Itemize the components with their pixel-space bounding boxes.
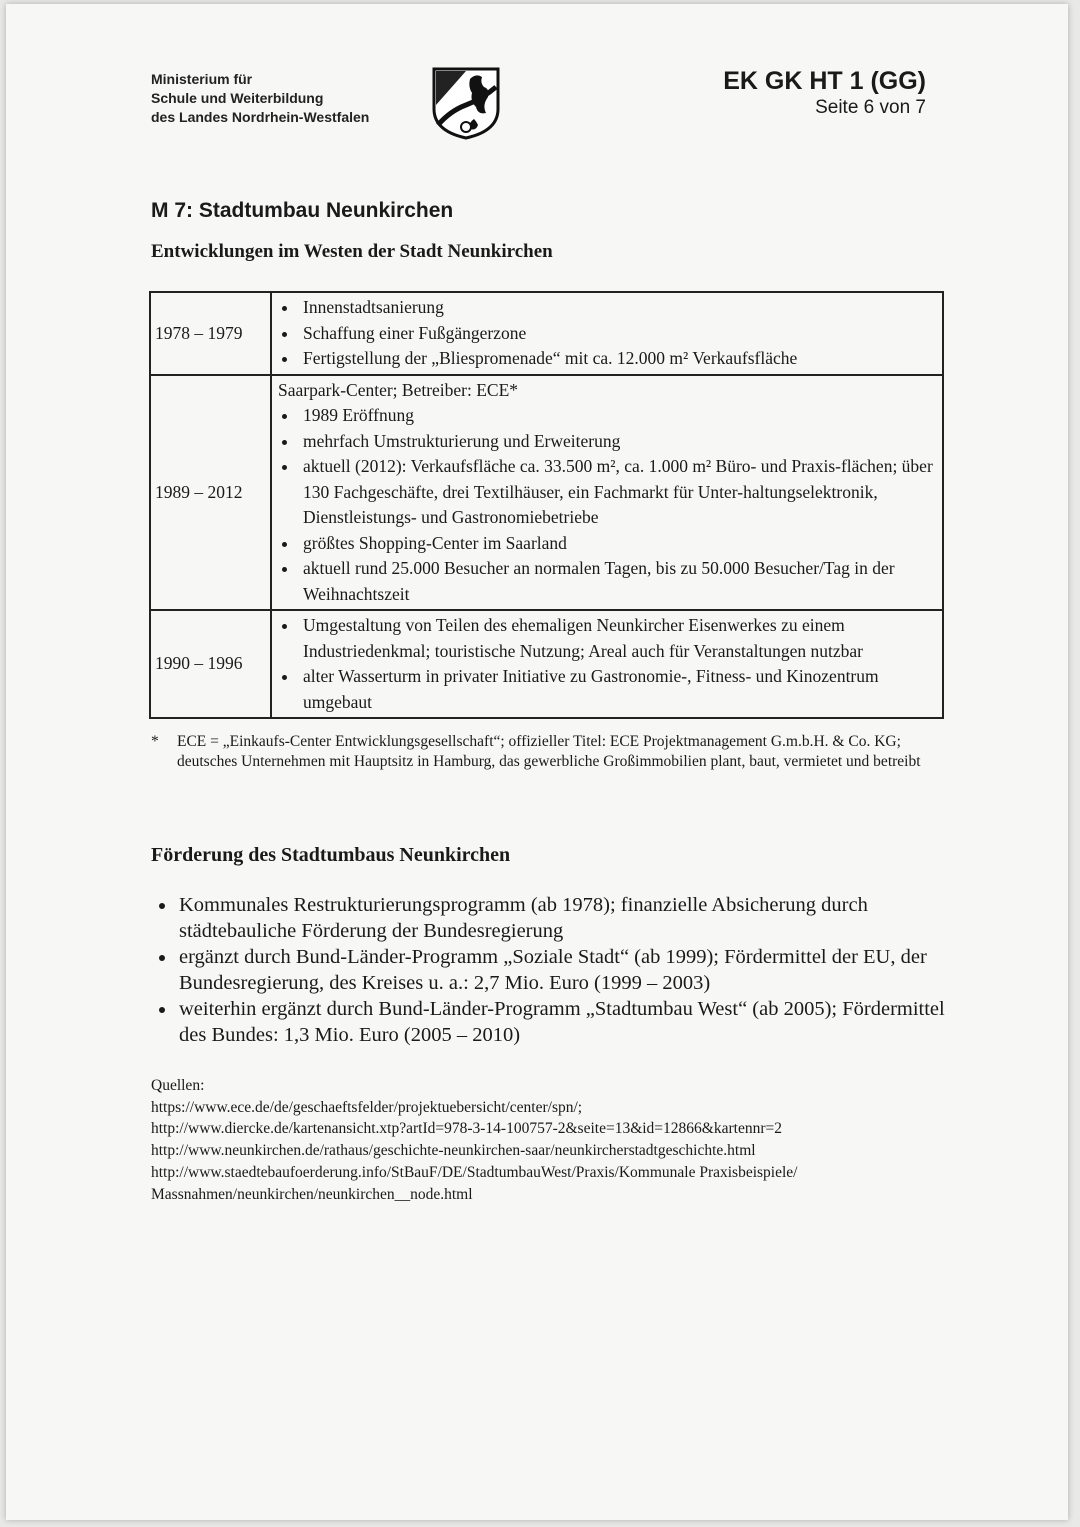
exam-header [723,66,926,120]
document-page [6,4,1068,1520]
source-line: http://www.staedtebaufoerderung.info/StBauF/DE/StadtumbauWest/Praxis/Kommunale Praxisbeispiele/ [151,1163,798,1181]
list-item: • größtes Shopping-Center im Saarland [299,531,936,557]
sources-label: Quellen: [151,1077,205,1094]
footnote-marker: * [151,733,159,750]
sources [151,1075,921,1205]
row-intro: Saarpark-Center; Betreiber: ECE* [278,379,519,400]
period-cell: 1989 – 2012 [150,375,271,611]
ministry-line: Schule und Weiterbildung [151,90,324,106]
description-cell [271,292,943,375]
description-cell [271,375,943,611]
list-item: • ergänzt durch Bund-Länder-Programm „Soziale Stadt“ (ab 1999); Fördermittel der EU, der Bundesregierung, des Kreises u. a.: 2,7 Mio. Euro (1999 – 2003) [177,944,952,996]
page-number: Seite 6 von 7 [815,97,926,118]
table-row [150,292,943,375]
table-row [150,610,943,718]
list-item: • Innenstadtsanierung [299,295,936,321]
source-line: Massnahmen/neunkirchen/neunkirchen__node.html [151,1185,473,1203]
list-item: • aktuell (2012): Verkaufsfläche ca. 33.500 m², ca. 1.000 m² Büro- und Praxis-flächen; über 130 Fachgeschäfte, drei Textilhäuser, ein Fachmarkt für Unter-haltungselektronik, Dienstleistungs- und Gastronomiebetriebe [299,454,936,531]
source-line: http://www.diercke.de/kartenansicht.xtp?artId=978-3-14-100757-2&seite=13&id=12866&kartennr=2 [151,1120,782,1138]
source-line: http://www.neunkirchen.de/rathaus/geschichte-neunkirchen-saar/neunkircherstadtgeschichte.html [151,1142,756,1160]
period-cell: 1978 – 1979 [150,292,271,375]
list-item: • weiterhin ergänzt durch Bund-Länder-Programm „Stadtumbau West“ (ab 2005); Fördermittel des Bundes: 1,3 Mio. Euro (2005 – 2010) [177,996,952,1048]
source-line: https://www.ece.de/de/geschaeftsfelder/projektuebersicht/center/spn/; [151,1098,583,1116]
exam-code: EK GK HT 1 (GG) [723,67,926,95]
nrw-coat-of-arms-icon [430,65,502,141]
list-item: • aktuell rund 25.000 Besucher an normalen Tagen, bis zu 50.000 Besucher/Tag in der Weihnachtszeit [299,556,936,607]
ministry-line: des Landes Nordrhein-Westfalen [151,109,370,125]
ministry-name [151,70,369,127]
list-item: • 1989 Eröffnung [299,403,936,429]
list-item: • Fertigstellung der „Bliespromenade“ mit ca. 12.000 m² Verkaufsfläche [299,346,936,372]
footnote [151,732,941,771]
list-item: • mehrfach Umstrukturierung und Erweiterung [299,429,936,455]
description-cell [271,610,943,718]
list-item: • Umgestaltung von Teilen des ehemaligen Neunkircher Eisenwerkes zu einem Industriedenkmal; touristische Nutzung; Areal auch für Veranstaltungen nutzbar [299,613,936,664]
list-item: • Kommunales Restrukturierungsprogramm (ab 1978); finanzielle Absicherung durch städtebauliche Förderung der Bundesregierung [177,892,952,944]
material-subtitle: Entwicklungen im Westen der Stadt Neunkirchen [151,241,553,262]
funding-list [151,892,952,1048]
ministry-line: Ministerium für [151,71,253,87]
table-row [150,375,943,611]
period-cell: 1990 – 1996 [150,610,271,718]
footnote-text: ECE = „Einkaufs-Center Entwicklungsgesellschaft“; offizieller Titel: ECE Projektmanagement G.m.b.H. & Co. KG; deutsches Unternehmen mit Hauptsitz in Hamburg, das gewerbliche Großimmobilien plant, baut, vermietet und betreibt [177,733,921,770]
list-item: • Schaffung einer Fußgängerzone [299,321,936,347]
material-title: M 7: Stadtumbau Neunkirchen [151,199,454,222]
development-table [149,291,944,719]
funding-title: Förderung des Stadtumbaus Neunkirchen [151,844,511,866]
list-item: • alter Wasserturm in privater Initiative zu Gastronomie-, Fitness- und Kinozentrum umgebaut [299,664,936,715]
